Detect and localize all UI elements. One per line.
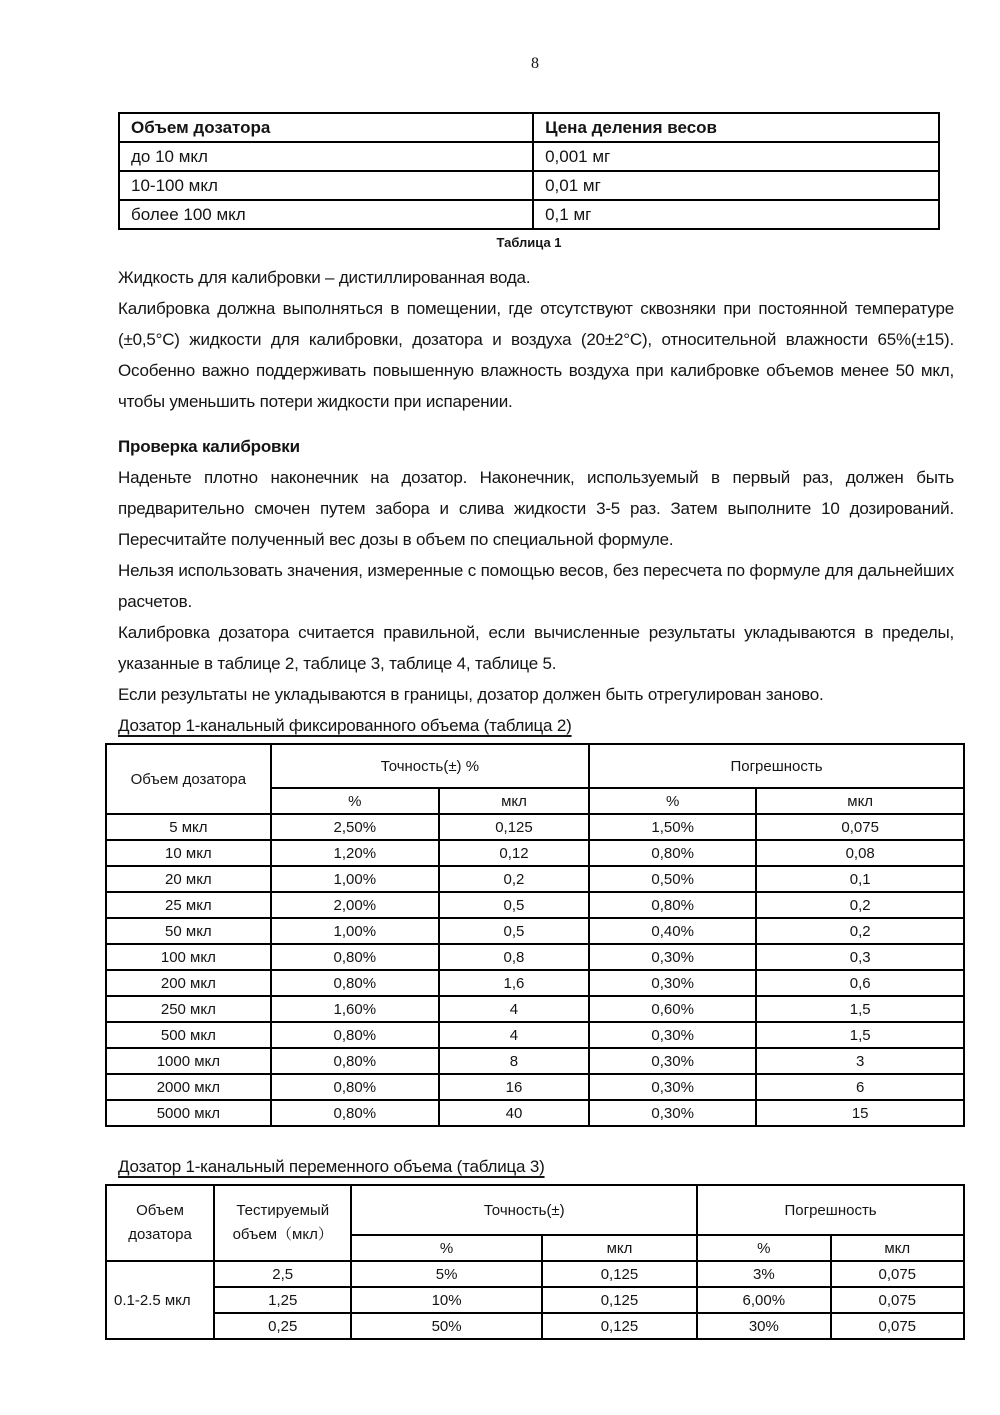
table-cell: 10% bbox=[351, 1287, 541, 1313]
table-cell: 0,2 bbox=[756, 892, 964, 918]
table-cell: 0,075 bbox=[831, 1287, 964, 1313]
table-cell: до 10 мкл bbox=[119, 142, 533, 171]
table3-subheader-error-percent: % bbox=[697, 1235, 830, 1261]
table-cell: 2000 мкл bbox=[106, 1074, 271, 1100]
table-cell: 2,50% bbox=[271, 814, 439, 840]
table-row bbox=[106, 814, 964, 840]
table-cell: 100 мкл bbox=[106, 944, 271, 970]
table-row bbox=[119, 142, 939, 171]
table-cell: 0,1 мг bbox=[533, 200, 939, 229]
paragraph-readjust: Если результаты не укладываются в границы, дозатор должен быть отрегулирован заново. bbox=[118, 685, 824, 704]
table2-heading: Дозатор 1-канальный фиксированного объема (таблица 2) bbox=[118, 716, 572, 735]
table-cell: 0,30% bbox=[589, 1100, 756, 1126]
table-cell: 1,5 bbox=[756, 1022, 964, 1048]
table-cell: 0,60% bbox=[589, 996, 756, 1022]
table-cell: 5000 мкл bbox=[106, 1100, 271, 1126]
table-cell: 0,80% bbox=[271, 1074, 439, 1100]
table-row bbox=[106, 944, 964, 970]
table-cell: 0,25 bbox=[214, 1313, 351, 1339]
table-cell: 0,80% bbox=[589, 892, 756, 918]
table-cell: 0,5 bbox=[439, 918, 589, 944]
paragraph-no-raw-values: Нельзя использовать значения, измеренные с помощью весов, без пересчета по формуле для дальнейших расчетов. bbox=[118, 561, 954, 611]
table1-balance-resolution bbox=[118, 112, 940, 230]
table-cell: 5 мкл bbox=[106, 814, 271, 840]
table3-variable-volume bbox=[105, 1184, 965, 1340]
table-cell: 2,00% bbox=[271, 892, 439, 918]
table2-fixed-volume bbox=[105, 743, 965, 1127]
table-cell: 0,40% bbox=[589, 918, 756, 944]
table-cell: 0,12 bbox=[439, 840, 589, 866]
table-cell: 0,30% bbox=[589, 1074, 756, 1100]
table-cell: 0,80% bbox=[589, 840, 756, 866]
table1-header-volume: Объем дозатора bbox=[119, 113, 533, 142]
table3-group-header-row bbox=[106, 1185, 964, 1235]
table2-subheader-accuracy-mkl: мкл bbox=[439, 788, 589, 814]
section-heading-calibration-check: Проверка калибровки bbox=[118, 437, 300, 456]
table-cell: 50 мкл bbox=[106, 918, 271, 944]
table3-body bbox=[106, 1261, 964, 1339]
table-cell: 1,60% bbox=[271, 996, 439, 1022]
table3-header-error: Погрешность bbox=[697, 1185, 964, 1235]
table2-body bbox=[106, 814, 964, 1126]
table-cell: 3% bbox=[697, 1261, 830, 1287]
table-cell: 40 bbox=[439, 1100, 589, 1126]
table-row bbox=[106, 970, 964, 996]
table-cell: 1,50% bbox=[589, 814, 756, 840]
table-cell: 0,075 bbox=[831, 1313, 964, 1339]
table-cell: 0,30% bbox=[589, 944, 756, 970]
table-cell: 0,5 bbox=[439, 892, 589, 918]
table-row bbox=[106, 1048, 964, 1074]
table-cell: 30% bbox=[697, 1313, 830, 1339]
table2-header-volume: Объем дозатора bbox=[106, 744, 271, 814]
table3-header-test-volume: Тестируемый объем（мкл） bbox=[214, 1185, 351, 1261]
table-row bbox=[106, 1313, 964, 1339]
table-cell: 1,6 bbox=[439, 970, 589, 996]
table-cell: 0,125 bbox=[542, 1261, 697, 1287]
table-cell: 0,80% bbox=[271, 1100, 439, 1126]
table-cell: 0,125 bbox=[439, 814, 589, 840]
table3-heading-block bbox=[118, 1151, 954, 1182]
table-cell: 200 мкл bbox=[106, 970, 271, 996]
table1-header-division: Цена деления весов bbox=[533, 113, 939, 142]
table-row bbox=[106, 1022, 964, 1048]
table-cell: 0,50% bbox=[589, 866, 756, 892]
table-cell: 0,30% bbox=[589, 970, 756, 996]
table2-subheader-error-mkl: мкл bbox=[756, 788, 964, 814]
table2-subheader-error-percent: % bbox=[589, 788, 756, 814]
table-row bbox=[106, 892, 964, 918]
table-cell: 0,001 мг bbox=[533, 142, 939, 171]
table-cell: 4 bbox=[439, 996, 589, 1022]
table2-header-accuracy: Точность(±) % bbox=[271, 744, 589, 788]
table-cell: 500 мкл bbox=[106, 1022, 271, 1048]
paragraph-tip-prewetting: Наденьте плотно наконечник на дозатор. Наконечник, используемый в первый раз, должен быть предварительно смочен путем забора и слива жидкости 3-5 раз. Затем выполните 10 дозирований. Пересчитайте полученный вес дозы в объем по специальной формуле. bbox=[118, 468, 954, 549]
table1-header-row bbox=[119, 113, 939, 142]
table-row bbox=[106, 918, 964, 944]
table-cell: 25 мкл bbox=[106, 892, 271, 918]
table3-header-volume: Объем дозатора bbox=[106, 1185, 214, 1261]
table-cell: 2,5 bbox=[214, 1261, 351, 1287]
table-cell: 50% bbox=[351, 1313, 541, 1339]
table-cell: 0,8 bbox=[439, 944, 589, 970]
table-cell: 1000 мкл bbox=[106, 1048, 271, 1074]
table-cell: 16 bbox=[439, 1074, 589, 1100]
table-cell: 10 мкл bbox=[106, 840, 271, 866]
table-cell: 0,08 bbox=[756, 840, 964, 866]
table-cell: 250 мкл bbox=[106, 996, 271, 1022]
table-cell: 15 bbox=[756, 1100, 964, 1126]
table-cell: 1,5 bbox=[756, 996, 964, 1022]
table-row bbox=[119, 200, 939, 229]
paragraph-calibration-liquid: Жидкость для калибровки – дистиллированная вода. bbox=[118, 268, 531, 287]
table3-subheader-error-mkl: мкл bbox=[831, 1235, 964, 1261]
table3-heading: Дозатор 1-канальный переменного объема (таблица 3) bbox=[118, 1157, 545, 1176]
table-cell: 0,80% bbox=[271, 1048, 439, 1074]
table-cell: 0,3 bbox=[756, 944, 964, 970]
table1-body bbox=[119, 142, 939, 229]
table-cell: 10-100 мкл bbox=[119, 171, 533, 200]
table-cell: 1,00% bbox=[271, 918, 439, 944]
table3-subheader-accuracy-mkl: мкл bbox=[542, 1235, 697, 1261]
table-row bbox=[106, 1287, 964, 1313]
table2-subheader-accuracy-percent: % bbox=[271, 788, 439, 814]
table-cell: более 100 мкл bbox=[119, 200, 533, 229]
row-group-label: 0.1-2.5 мкл bbox=[106, 1261, 214, 1339]
table-cell: 0,075 bbox=[756, 814, 964, 840]
table-cell: 6 bbox=[756, 1074, 964, 1100]
table-row bbox=[106, 1100, 964, 1126]
table-row bbox=[119, 171, 939, 200]
table-cell: 5% bbox=[351, 1261, 541, 1287]
table1-caption: Таблица 1 bbox=[496, 235, 562, 250]
page-number: 8 bbox=[531, 55, 539, 72]
table-cell: 0,2 bbox=[756, 918, 964, 944]
paragraph-room-conditions: Калибровка должна выполняться в помещении, где отсутствуют сквозняки при постоянной температуре (±0,5°С) жидкости для калибровки, дозатора и воздуха (20±2°С), относительной влажности 65%(±15). Особенно важно поддерживать повышенную влажность воздуха при калибровке объемов менее 50 мкл, чтобы уменьшить потери жидкости при испарении. bbox=[118, 299, 954, 411]
table-cell: 0,80% bbox=[271, 1022, 439, 1048]
table-cell: 0,30% bbox=[589, 1048, 756, 1074]
paragraph-correct-limits: Калибровка дозатора считается правильной, если вычисленные результаты укладываются в пределы, указанные в таблице 2, таблице 3, таблице 4, таблице 5. bbox=[118, 623, 954, 673]
table-cell: 0,6 bbox=[756, 970, 964, 996]
body-text bbox=[118, 262, 954, 741]
table-cell: 0,80% bbox=[271, 970, 439, 996]
table-cell: 0,01 мг bbox=[533, 171, 939, 200]
table-row bbox=[106, 840, 964, 866]
table3-header-accuracy: Точность(±) bbox=[351, 1185, 697, 1235]
table-row bbox=[106, 996, 964, 1022]
table-cell: 4 bbox=[439, 1022, 589, 1048]
table-row bbox=[106, 866, 964, 892]
table-cell: 1,00% bbox=[271, 866, 439, 892]
table-cell: 0,30% bbox=[589, 1022, 756, 1048]
table3-subheader-accuracy-percent: % bbox=[351, 1235, 541, 1261]
table2-header-error: Погрешность bbox=[589, 744, 964, 788]
table-cell: 3 bbox=[756, 1048, 964, 1074]
table-row bbox=[106, 1074, 964, 1100]
table-cell: 1,20% bbox=[271, 840, 439, 866]
table-cell: 0,2 bbox=[439, 866, 589, 892]
table-cell: 20 мкл bbox=[106, 866, 271, 892]
table2-group-header-row bbox=[106, 744, 964, 788]
table-cell: 0,80% bbox=[271, 944, 439, 970]
table-cell: 0,125 bbox=[542, 1287, 697, 1313]
table-cell: 0,1 bbox=[756, 866, 964, 892]
table-cell: 8 bbox=[439, 1048, 589, 1074]
table-row bbox=[106, 1261, 964, 1287]
table-cell: 0,075 bbox=[831, 1261, 964, 1287]
table-cell: 1,25 bbox=[214, 1287, 351, 1313]
table-cell: 0,125 bbox=[542, 1313, 697, 1339]
table-cell: 6,00% bbox=[697, 1287, 830, 1313]
